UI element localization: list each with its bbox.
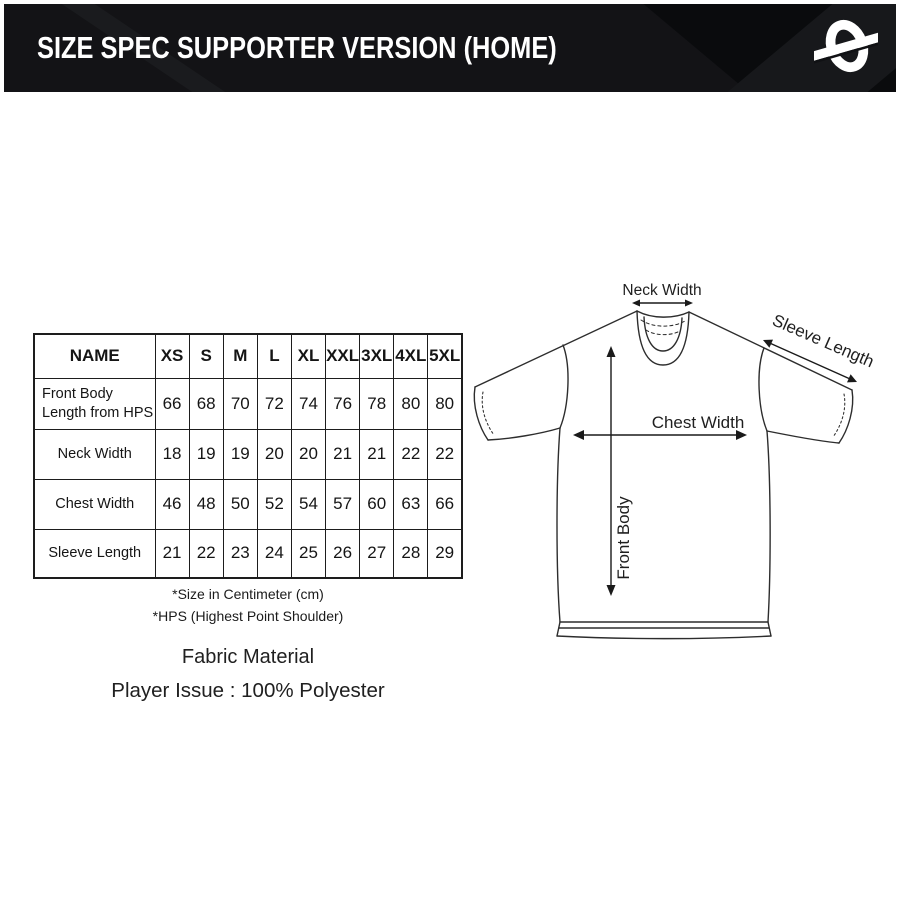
measurement-row (34, 378, 462, 429)
note-size-unit: *Size in Centimeter (cm) (172, 586, 324, 602)
size-value-cell: 70 (223, 378, 257, 429)
size-column-header: M (223, 334, 257, 378)
tshirt-measurement-diagram (465, 270, 895, 660)
collar-top-edge (637, 311, 689, 317)
size-column-header: XS (155, 334, 189, 378)
size-value-cell: 20 (291, 429, 325, 479)
size-value-cell: 78 (360, 378, 394, 429)
hem-right-edge (768, 622, 771, 636)
measurement-row (34, 479, 462, 529)
name-column-header: NAME (34, 334, 155, 378)
size-value-cell: 19 (189, 429, 223, 479)
size-value-cell: 68 (189, 378, 223, 429)
size-column-header: XXL (326, 334, 360, 378)
right-cuff-stitch (833, 394, 845, 437)
measurement-name (34, 378, 155, 429)
sleeve-length-label: Sleeve Length (769, 310, 877, 372)
size-value-cell: 24 (257, 529, 291, 578)
size-column-header: XL (291, 334, 325, 378)
collar-stitch-line (646, 330, 680, 335)
size-table (33, 333, 463, 579)
chest-width-label: Chest Width (651, 413, 745, 432)
size-value-cell: 52 (257, 479, 291, 529)
right-sleeve-underside (767, 431, 839, 443)
brand-e-logo-icon (814, 17, 878, 75)
size-value-cell: 26 (326, 529, 360, 578)
measurement-row (34, 429, 462, 479)
size-value-cell: 25 (291, 529, 325, 578)
size-value-cell: 57 (326, 479, 360, 529)
collar-stitch-line (641, 320, 685, 326)
size-value-cell: 54 (291, 479, 325, 529)
size-value-cell: 27 (360, 529, 394, 578)
right-sleeve-seam (759, 348, 767, 431)
size-value-cell: 18 (155, 429, 189, 479)
size-value-cell: 28 (394, 529, 428, 578)
size-value-cell: 46 (155, 479, 189, 529)
left-shoulder-line (475, 311, 637, 387)
measurement-name: Sleeve Length (34, 529, 155, 578)
measurement-name-line: Front Body (42, 385, 113, 402)
measurement-name: Chest Width (34, 479, 155, 529)
size-column-header: 5XL (428, 334, 462, 378)
front-body-label: Front Body (614, 496, 633, 580)
note-hps: *HPS (Highest Point Shoulder) (152, 607, 344, 624)
table-notes (33, 584, 463, 627)
hem-left-edge (557, 622, 560, 636)
size-value-cell: 66 (155, 378, 189, 429)
size-column-header: L (257, 334, 291, 378)
measurement-row (34, 529, 462, 578)
collar-inner-edge (644, 317, 682, 351)
size-value-cell: 20 (257, 429, 291, 479)
size-value-cell: 60 (360, 479, 394, 529)
right-body-side (767, 431, 770, 622)
size-table-body (34, 378, 462, 578)
size-value-cell: 48 (189, 479, 223, 529)
measurement-name-line: Length from HPS (42, 404, 154, 421)
size-value-cell: 22 (428, 429, 462, 479)
size-value-cell: 63 (394, 479, 428, 529)
arrowhead (607, 585, 616, 596)
size-value-cell: 21 (360, 429, 394, 479)
right-cuff-edge (839, 390, 853, 443)
neck-width-label: Neck Width (622, 282, 702, 299)
size-column-header: 3XL (360, 334, 394, 378)
arrowhead (573, 430, 584, 440)
left-sleeve-seam (560, 345, 568, 428)
size-value-cell: 21 (155, 529, 189, 578)
size-column-header: 4XL (394, 334, 428, 378)
page-title: SIZE SPEC SUPPORTER VERSION (HOME) (37, 30, 557, 65)
size-value-cell: 21 (326, 429, 360, 479)
arrowhead (632, 300, 640, 307)
size-value-cell: 23 (223, 529, 257, 578)
fabric-material-heading: Fabric Material (181, 646, 315, 668)
size-value-cell: 74 (291, 378, 325, 429)
size-value-cell: 76 (326, 378, 360, 429)
size-value-cell: 66 (428, 479, 462, 529)
left-body-side (557, 428, 560, 622)
arrowhead (685, 300, 693, 307)
header-banner (4, 4, 896, 92)
size-value-cell: 22 (189, 529, 223, 578)
size-value-cell: 19 (223, 429, 257, 479)
arrowhead (607, 346, 616, 357)
size-value-cell: 22 (394, 429, 428, 479)
size-column-header: S (189, 334, 223, 378)
size-value-cell: 50 (223, 479, 257, 529)
left-cuff-edge (474, 387, 488, 440)
size-value-cell: 80 (394, 378, 428, 429)
left-cuff-stitch (482, 392, 494, 435)
measurement-name: Neck Width (34, 429, 155, 479)
size-value-cell: 80 (428, 378, 462, 429)
size-value-cell: 29 (428, 529, 462, 578)
size-table-head (34, 334, 462, 378)
hem-bottom-edge (557, 636, 771, 639)
size-value-cell: 72 (257, 378, 291, 429)
fabric-material-detail: Player Issue : 100% Polyester (111, 679, 385, 702)
left-sleeve-underside (488, 428, 560, 440)
